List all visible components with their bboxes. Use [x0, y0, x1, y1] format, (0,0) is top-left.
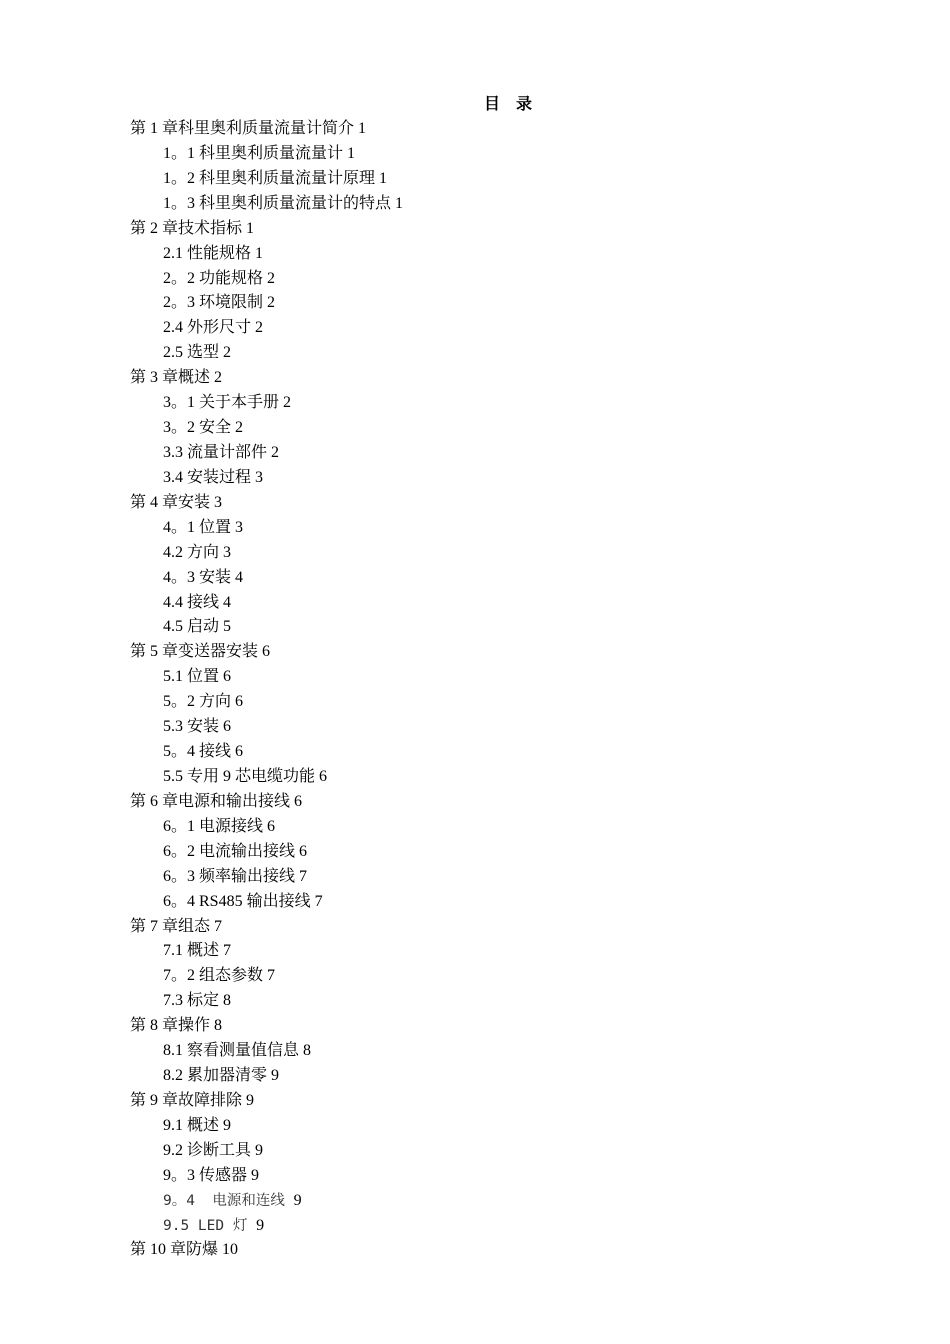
toc-chapter-entry	[130, 1238, 403, 1263]
toc-section-entry	[130, 316, 403, 341]
toc-section-entry	[130, 1064, 403, 1089]
toc-list	[130, 117, 403, 1263]
toc-section-entry	[130, 665, 403, 690]
toc-entry-label: 5.1 位置	[163, 668, 220, 686]
toc-section-entry	[130, 865, 403, 890]
toc-section-entry	[130, 740, 403, 765]
toc-section-entry	[130, 192, 403, 217]
toc-entry-label: 1。3 科里奥利质量流量计的特点	[163, 194, 392, 212]
toc-page-number: 1	[246, 219, 255, 237]
toc-section-entry	[130, 715, 403, 740]
toc-entry-label: 5。4 接线	[163, 743, 232, 761]
toc-entry-label: 9。3 传感器	[163, 1166, 248, 1184]
toc-entry-label: 4.5 启动	[163, 618, 220, 636]
toc-entry-label: 第 5 章变送器安装	[130, 643, 259, 661]
toc-entry-label: 2。2 功能规格	[163, 269, 264, 287]
toc-page-number: 4	[223, 593, 232, 611]
toc-chapter-entry	[130, 117, 403, 142]
toc-entry-label: 第 8 章操作	[130, 1017, 211, 1035]
toc-page-number: 1	[379, 169, 388, 187]
toc-section-entry	[130, 890, 403, 915]
toc-page-number: 9	[293, 1191, 302, 1209]
toc-page-number: 6	[223, 668, 232, 686]
toc-page-number: 7	[299, 867, 308, 885]
toc-entry-label: 4。3 安装	[163, 568, 232, 586]
toc-page-number: 1	[358, 120, 367, 137]
toc-entry-label: 7。2 组态参数	[163, 967, 264, 985]
toc-section-entry	[130, 341, 403, 366]
toc-entry-label: 2。3 环境限制	[163, 294, 264, 312]
toc-entry-label: 6。4 RS485 输出接线	[163, 892, 311, 910]
toc-section-entry	[130, 591, 403, 616]
toc-section-entry	[130, 615, 403, 640]
toc-entry-label: 8.1 察看测量值信息	[163, 1042, 300, 1060]
toc-chapter-entry	[130, 1089, 403, 1114]
toc-entry-label: 8.2 累加器清零	[163, 1067, 268, 1085]
toc-section-entry	[130, 142, 403, 167]
toc-entry-label: 2.4 外形尺寸	[163, 319, 252, 337]
toc-page-number: 5	[223, 618, 232, 636]
toc-page-number: 2	[214, 369, 223, 387]
toc-page-number: 8	[214, 1017, 223, 1035]
toc-entry-label: 9。4 电源和连线	[163, 1192, 285, 1209]
toc-section-entry	[130, 840, 403, 865]
toc-page-number: 2	[271, 443, 280, 461]
toc-page-number: 9	[251, 1166, 260, 1184]
toc-page-number: 9	[246, 1091, 255, 1109]
toc-page-number: 8	[303, 1042, 312, 1060]
toc-entry-label: 5.5 专用 9 芯电缆功能	[163, 767, 316, 785]
toc-entry-label: 3。1 关于本手册	[163, 394, 280, 412]
toc-entry-label: 1。1 科里奥利质量流量计	[163, 144, 344, 162]
toc-section-entry	[130, 1039, 403, 1064]
toc-entry-label: 第 4 章安装	[130, 493, 211, 511]
toc-page-number: 10	[222, 1241, 239, 1259]
toc-entry-label: 6。2 电流输出接线	[163, 842, 296, 860]
toc-page-number: 1	[347, 144, 356, 162]
toc-page-number: 6	[223, 718, 232, 736]
toc-entry-label: 第 1 章科里奥利质量流量计简介	[130, 120, 355, 137]
toc-section-entry	[130, 267, 403, 292]
toc-page-number: 9	[223, 1116, 232, 1134]
toc-chapter-entry	[130, 217, 403, 242]
toc-page-number: 9	[271, 1067, 280, 1085]
toc-section-entry	[130, 1139, 403, 1164]
toc-entry-label: 6。3 频率输出接线	[163, 867, 296, 885]
toc-title: 目 录	[483, 96, 538, 113]
toc-page-number: 6	[267, 817, 276, 835]
toc-page-number: 6	[319, 767, 328, 785]
toc-section-entry	[130, 964, 403, 989]
toc-page-number: 2	[235, 419, 244, 437]
toc-page-number: 2	[283, 394, 292, 412]
toc-section-entry	[130, 1214, 403, 1239]
toc-page-number: 7	[223, 942, 232, 960]
toc-section-entry	[130, 566, 403, 591]
toc-page-number: 2	[255, 319, 264, 337]
toc-page-number: 8	[223, 992, 232, 1010]
toc-section-entry	[130, 690, 403, 715]
toc-chapter-entry	[130, 640, 403, 665]
toc-section-entry	[130, 291, 403, 316]
toc-entry-label: 5。2 方向	[163, 693, 232, 711]
toc-page-number: 3	[214, 493, 223, 511]
toc-page-number: 6	[299, 842, 308, 860]
toc-section-entry	[130, 765, 403, 790]
toc-entry-label: 2.1 性能规格	[163, 244, 252, 262]
toc-entry-label: 9.1 概述	[163, 1116, 220, 1134]
toc-page-number: 6	[235, 693, 244, 711]
toc-section-entry	[130, 242, 403, 267]
toc-section-entry	[130, 1164, 403, 1189]
toc-section-entry	[130, 466, 403, 491]
toc-entry-label: 9.2 诊断工具	[163, 1141, 252, 1159]
toc-chapter-entry	[130, 1014, 403, 1039]
toc-page-number: 6	[294, 792, 303, 810]
toc-section-entry	[130, 989, 403, 1014]
toc-chapter-entry	[130, 790, 403, 815]
toc-entry-label: 9.5 LED 灯	[163, 1217, 248, 1234]
toc-page-number: 4	[235, 568, 244, 586]
toc-chapter-entry	[130, 366, 403, 391]
toc-entry-label: 5.3 安装	[163, 718, 220, 736]
toc-entry-label: 7.1 概述	[163, 942, 220, 960]
toc-entry-label: 7.3 标定	[163, 992, 220, 1010]
toc-page-number: 9	[256, 1216, 265, 1234]
toc-section-entry	[130, 541, 403, 566]
toc-section-entry	[130, 1189, 403, 1214]
toc-page-number: 3	[255, 468, 264, 486]
toc-entry-label: 第 6 章电源和输出接线	[130, 792, 291, 810]
toc-entry-label: 第 2 章技术指标	[130, 219, 243, 237]
toc-entry-label: 3.3 流量计部件	[163, 443, 268, 461]
toc-entry-label: 第 9 章故障排除	[130, 1091, 243, 1109]
toc-section-entry	[130, 416, 403, 441]
toc-entry-label: 4.2 方向	[163, 543, 220, 561]
toc-entry-label: 1。2 科里奥利质量流量计原理	[163, 169, 376, 187]
toc-entry-label: 4。1 位置	[163, 518, 232, 536]
toc-page-number: 3	[235, 518, 244, 536]
toc-section-entry	[130, 815, 403, 840]
toc-page-number: 2	[267, 294, 276, 312]
toc-page-number: 7	[267, 967, 276, 985]
toc-page-number: 7	[314, 892, 323, 910]
toc-section-entry	[130, 516, 403, 541]
toc-page-number: 9	[255, 1141, 264, 1159]
toc-section-entry	[130, 939, 403, 964]
toc-page-number: 1	[255, 244, 264, 262]
toc-section-entry	[130, 441, 403, 466]
toc-page-number: 2	[223, 344, 232, 362]
toc-entry-label: 3。2 安全	[163, 419, 232, 437]
toc-entry-label: 6。1 电源接线	[163, 817, 264, 835]
toc-section-entry	[130, 167, 403, 192]
toc-page-number: 6	[262, 643, 271, 661]
toc-page-number: 1	[395, 194, 404, 212]
toc-entry-label: 3.4 安装过程	[163, 468, 252, 486]
toc-page-number: 2	[267, 269, 276, 287]
toc-entry-label: 2.5 选型	[163, 344, 220, 362]
toc-page-number: 3	[223, 543, 232, 561]
toc-entry-label: 第 7 章组态	[130, 917, 211, 935]
toc-section-entry	[130, 391, 403, 416]
toc-chapter-entry	[130, 491, 403, 516]
toc-page-number: 7	[214, 917, 223, 935]
toc-page-number: 6	[235, 743, 244, 761]
toc-entry-label: 第 10 章防爆	[130, 1241, 219, 1259]
toc-entry-label: 第 3 章概述	[130, 369, 211, 387]
toc-chapter-entry	[130, 915, 403, 940]
toc-entry-label: 4.4 接线	[163, 593, 220, 611]
toc-section-entry	[130, 1114, 403, 1139]
